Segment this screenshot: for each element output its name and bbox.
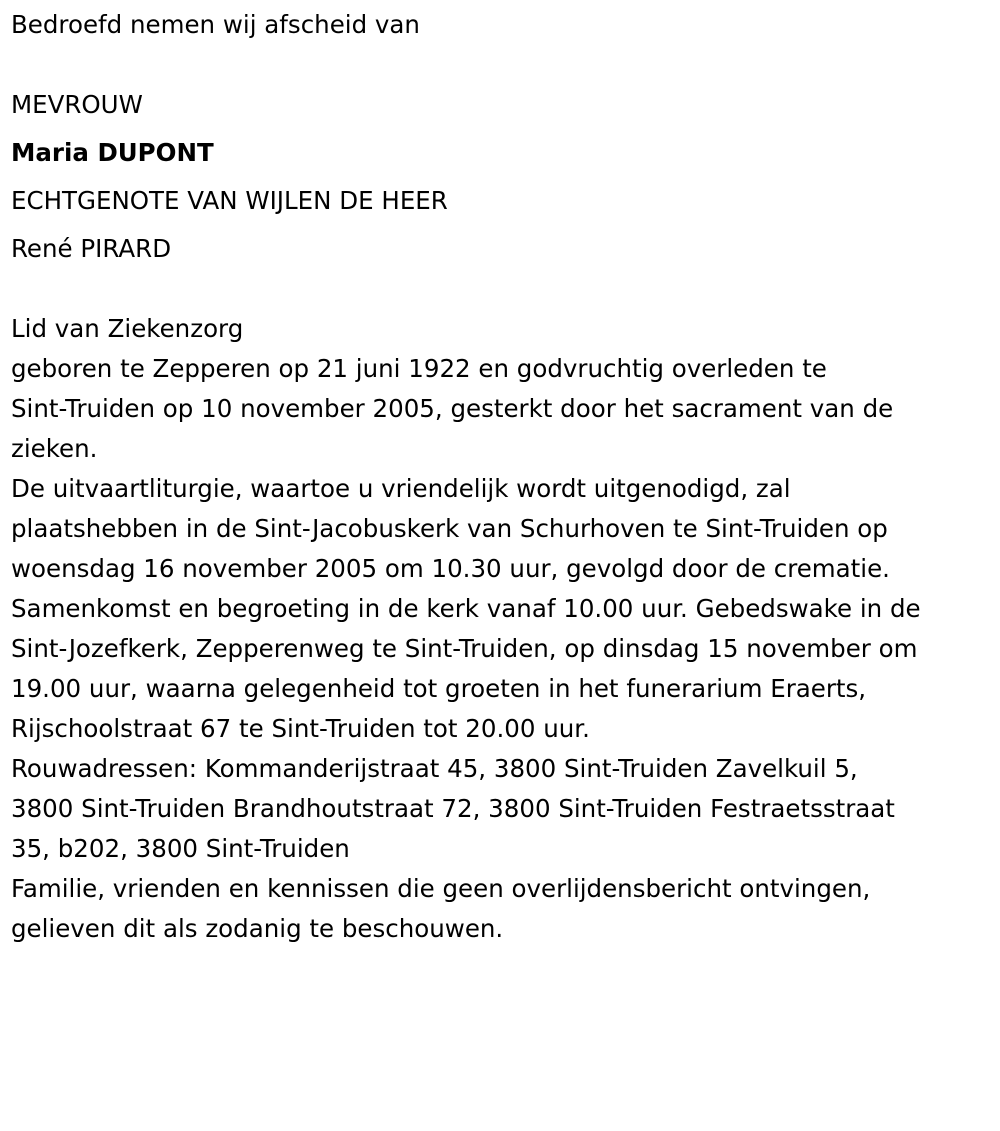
spouse-label: ECHTGENOTE VAN WIJLEN DE HEER [11, 186, 448, 215]
obituary-notice [0, 5, 1000, 1131]
birth-death-paragraph: geboren te Zepperen op 21 juni 1922 en godvruchtig overleden te Sint-Truiden op 10 november 2005, gesterkt door het sacrament van de zieken. [11, 354, 894, 463]
membership-text: Lid van Ziekenzorg [11, 314, 244, 343]
deceased-name: Maria DUPONT [11, 138, 214, 167]
closing-paragraph: Familie, vrienden en kennissen die geen overlijdensbericht ontvingen, gelieven dit als zodanig te beschouwen. [11, 874, 871, 943]
honorific: MEVROUW [11, 90, 143, 119]
funeral-paragraph: De uitvaartliturgie, waartoe u vriendelijk wordt uitgenodigd, zal plaatshebben in de Sint-Jacobuskerk van Schurhoven te Sint-Truiden op woensdag 16 november 2005 om 10.30 uur, gevolgd door de crematie. Samenkomst en begroeting in de kerk vanaf 10.00 uur. Gebedswake in de Sint-Jozefkerk, Zepperenweg te Sint-Truiden, op dinsdag 15 november om 19.00 uur, waarna gelegenheid tot groeten in het funerarium Eraerts, Rijschoolstraat 67 te Sint-Truiden tot 20.00 uur. [11, 474, 921, 743]
spouse-name: René PIRARD [11, 234, 172, 263]
addresses-paragraph: Rouwadressen: Kommanderijstraat 45, 3800 Sint-Truiden Zavelkuil 5, 3800 Sint-Truiden Brandhoutstraat 72, 3800 Sint-Truiden Festraetsstraat 35, b202, 3800 Sint-Truiden [11, 754, 895, 863]
intro-text: Bedroefd nemen wij afscheid van [11, 10, 420, 39]
